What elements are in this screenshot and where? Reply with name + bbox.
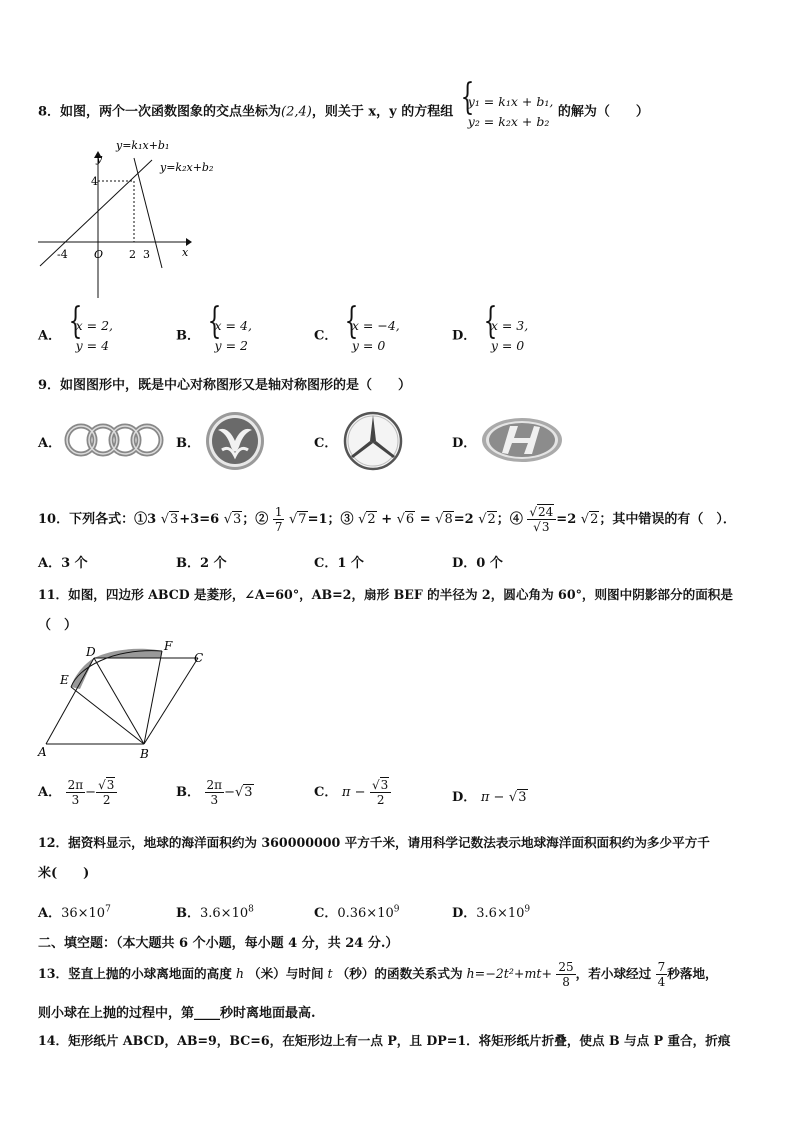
- q8-eq1: { y₁ = k₁x + b₁,: [467, 94, 554, 109]
- q14-stem: 14．矩形纸片 ABCD，AB=9，BC=6，在矩形边上有一点 P，且 DP=1．将矩形纸片折叠，使点 B 与点 P 重合，折痕: [38, 1033, 731, 1048]
- q8-stem-c: 的解为（ ）: [557, 104, 649, 120]
- q8-stem-a: 8．如图，两个一次函数图象的交点坐标为: [38, 104, 282, 120]
- q8-graph-x-axis: x: [182, 246, 189, 259]
- q11-label-c: C: [194, 651, 204, 665]
- q8-option-d[interactable]: D． { x = 3, y = 0: [452, 316, 528, 356]
- q11-option-c[interactable]: C． π − $\frac{√3}{2}$: [314, 778, 391, 807]
- q9-stem: 9．如图图形中，既是中心对称图形又是轴对称图形的是（ ）: [38, 378, 412, 393]
- q12-option-c[interactable]: C．$0.36\times 10^9$: [314, 904, 400, 921]
- q11-label-a: A: [38, 745, 47, 759]
- q8-eq2: y₂ = k₂x + b₂: [467, 114, 550, 129]
- q9-option-a-letter[interactable]: A．: [38, 436, 62, 451]
- q9-option-d-letter[interactable]: D．: [452, 436, 477, 451]
- q11-label-b: B: [140, 747, 149, 761]
- q10-option-d[interactable]: D．0 个: [452, 556, 503, 571]
- q8-graph-tick-2: 2: [129, 248, 136, 261]
- q8-graph-tick-4: 4: [91, 175, 98, 188]
- q11-label-f: F: [164, 639, 173, 653]
- q9-option-c-letter[interactable]: C．: [314, 436, 338, 451]
- q12-option-a[interactable]: A．$36\times 10^7$: [38, 904, 111, 921]
- q8-stem: [38, 92, 649, 132]
- q11-stem-2: （ ）: [38, 618, 78, 633]
- q8-option-c[interactable]: C． { x = −4, y = 0: [314, 316, 400, 356]
- q8-graph: [34, 138, 224, 303]
- q13-line-2: 则小球在上抛的过程中，第____秒时离地面最高.: [38, 1006, 316, 1021]
- three-pointed-star-logo-icon: [342, 410, 404, 472]
- q12-stem: 12．据资料显示，地球的海洋面积约为 360000000 平方千米，请用科学记数法表示地球海洋面积面积约为多少平方千: [38, 835, 710, 850]
- q10-option-b[interactable]: B．2 个: [176, 556, 227, 571]
- q8-system: [458, 92, 554, 132]
- q8-graph-tick-3: 3: [143, 248, 150, 261]
- q11-option-a[interactable]: A． $\frac{2\pi}{3}$ − $\frac{√3}{2}$: [38, 778, 117, 807]
- q10-stem: 10．下列各式：①3 √3+3=6 √3；② $\frac{1}{7}$ √7=1；③ √2 + √6 = √8=2 √2；④ $\frac{√24}{√3}$ =2 √2；其中错误的有（ ）．: [38, 505, 736, 534]
- q9-option-b-letter[interactable]: B．: [176, 436, 200, 451]
- hyundai-logo-icon: [480, 416, 564, 464]
- q10-option-a[interactable]: A．3 个: [38, 556, 88, 571]
- q8-graph-tick-neg4: -4: [57, 248, 68, 261]
- q8-stem-b: ，则关于 x，y 的方程组: [311, 104, 454, 120]
- q8-point: (2,4): [281, 104, 312, 120]
- q8-option-b[interactable]: B． { x = 4, y = 2: [176, 316, 252, 356]
- q11-label-e: E: [60, 673, 69, 687]
- q11-option-b[interactable]: B． $\frac{2\pi}{3}$ −√3: [176, 778, 253, 807]
- q12-stem-2: 米( ): [38, 866, 90, 881]
- q10-option-c[interactable]: C．1 个: [314, 556, 364, 571]
- q8-option-a[interactable]: A． { x = 2, y = 4: [38, 316, 113, 356]
- q11-figure: [34, 636, 224, 766]
- q8-graph-y-axis: y: [96, 152, 103, 165]
- q13-stem: 13．竖直上抛的小球离地面的高度 h （米）与时间 t （秒）的函数关系式为 h=−2t²+mt+ $\frac{25}{8}$ ，若小球经过 $\frac{7}{4}$ 秒落地，: [38, 960, 718, 989]
- q8-graph-label-line1: y=k₁x+b₁: [116, 139, 170, 152]
- dongfeng-logo-icon: [204, 410, 266, 472]
- q11-option-d[interactable]: D． π − √3: [452, 790, 527, 805]
- q8-graph-label-line2: y=k₂x+b₂: [160, 161, 214, 174]
- q11-stem: 11．如图，四边形 ABCD 是菱形，∠A=60°，AB=2，扇形 BEF 的半径为 2，圆心角为 60°，则图中阴影部分的面积是: [38, 587, 733, 602]
- section-2-heading: 二、填空题：（本大题共 6 个小题，每小题 4 分，共 24 分.）: [38, 936, 399, 951]
- q12-option-d[interactable]: D．$3.6\times 10^9$: [452, 904, 531, 921]
- q8-graph-origin: O: [94, 248, 104, 261]
- q12-option-b[interactable]: B．$3.6\times 10^8$: [176, 904, 254, 921]
- four-rings-logo-icon: [64, 420, 166, 460]
- q11-label-d: D: [86, 645, 96, 659]
